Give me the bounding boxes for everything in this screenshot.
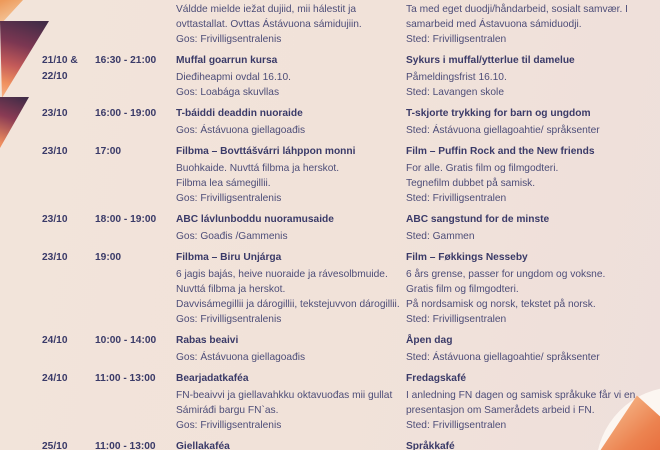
event-detail-line: Gos: Ástávuona giellagoađis — [176, 352, 306, 363]
event-detail-line: FN-beaivvi ja giellavahkku oktavuođas mii gullat — [176, 390, 393, 401]
event-detail-line: Tegnefilm dubbet på samisk. — [406, 178, 536, 189]
event-detail-line: ovttastallat. Ovttas Ástávuona sámidujiin. — [176, 19, 362, 30]
event-column-sami — [176, 106, 406, 138]
event-detail-line: Ta med eget duodji/håndarbeid, sosialt samvær. I — [406, 4, 628, 15]
event-details-sami — [176, 229, 406, 244]
event-detail-line: Nuvttá filbma ja herskot. — [176, 284, 286, 295]
schedule-row — [42, 439, 652, 450]
event-details-sami — [176, 388, 406, 433]
schedule-row — [42, 333, 652, 365]
event-detail-line: Gos: Frivilligsentralenis — [176, 34, 282, 45]
event-details-norsk — [406, 350, 652, 365]
event-title-sami: Giellakaféa — [176, 441, 230, 450]
event-column-sami — [176, 333, 406, 365]
event-column-norsk — [406, 333, 652, 365]
event-title-norsk: ABC sangstund for de minste — [406, 214, 550, 225]
event-time: 16:30 - 21:00 — [95, 55, 157, 66]
event-details-sami — [176, 267, 406, 327]
event-details-norsk — [406, 267, 652, 327]
event-detail-line: Gratis film og filmgodteri. — [406, 284, 519, 295]
event-title-norsk: Film – Puffin Rock and the New friends — [406, 146, 595, 157]
event-column-norsk — [406, 250, 652, 327]
event-detail-line: Sted: Gammen — [406, 231, 475, 242]
event-title-norsk: T-skjorte trykking for barn og ungdom — [406, 108, 591, 119]
event-time: 18:00 - 19:00 — [95, 214, 157, 225]
event-time: 17:00 — [95, 146, 122, 157]
event-column-norsk — [406, 106, 652, 138]
event-detail-line: Buohkaide. Nuvttá filbma ja herskot. — [176, 163, 340, 174]
event-detail-line: Gos: Frivilligsentralenis — [176, 193, 282, 204]
event-date: 23/10 — [42, 146, 68, 157]
event-column-norsk — [406, 144, 652, 206]
event-detail-line: Sted: Frivilligsentralen — [406, 420, 507, 431]
event-column-sami — [176, 371, 406, 433]
event-column-sami — [176, 439, 406, 450]
event-detail-line: Filbma lea sámegillii. — [176, 178, 271, 189]
schedule-row — [42, 212, 652, 244]
event-column-sami — [176, 144, 406, 206]
event-detail-line: Dieđiheapmi ovdal 16.10. — [176, 72, 291, 83]
schedule-row — [42, 2, 652, 47]
event-detail-line: Sted: Ástávuona giellagoahtie/ språksenter — [406, 352, 600, 363]
event-title-sami: Rabas beaivi — [176, 335, 239, 346]
event-detail-line: samarbeid med Ástavuona sámiduodji. — [406, 19, 582, 30]
schedule-row — [42, 250, 652, 327]
event-detail-line: Sted: Frivilligsentralen — [406, 34, 507, 45]
event-title-norsk: Åpen dag — [406, 335, 453, 346]
event-title-sami: Filbma – Bovttášvárri láhppon monni — [176, 146, 356, 157]
event-date: 21/10 & 22/10 — [42, 55, 78, 82]
event-date: 23/10 — [42, 252, 68, 263]
event-detail-line: I anledning FN dagen og samisk språkuke får vi en — [406, 390, 636, 401]
event-time: 10:00 - 14:00 — [95, 335, 157, 346]
event-details-norsk — [406, 229, 652, 244]
event-title-norsk: Film – Føkkings Nesseby — [406, 252, 528, 263]
event-date: 23/10 — [42, 214, 68, 225]
event-details-sami — [176, 2, 406, 47]
event-detail-line: Gos: Frivilligsentralenis — [176, 420, 282, 431]
event-detail-line: Gos: Goađis /Gammenis — [176, 231, 288, 242]
event-column-sami — [176, 250, 406, 327]
schedule-row — [42, 144, 652, 206]
event-detail-line: Påmeldingsfrist 16.10. — [406, 72, 507, 83]
event-title-sami: T-báiddi deaddin nuoraide — [176, 108, 303, 119]
event-date: 23/10 — [42, 108, 68, 119]
event-details-sami — [176, 161, 406, 206]
event-detail-line: Gos: Frivilligsentralenis — [176, 314, 282, 325]
schedule-row — [42, 53, 652, 100]
event-date — [42, 2, 95, 47]
event-title-norsk: Språkkafé — [406, 441, 455, 450]
event-details-norsk — [406, 161, 652, 206]
event-details-norsk — [406, 388, 652, 433]
event-detail-line: Sámiráđi bargu FN`as. — [176, 405, 279, 416]
event-details-sami — [176, 123, 406, 138]
event-title-sami: ABC lávlunboddu nuoramusaide — [176, 214, 334, 225]
event-time: 11:00 - 13:00 — [95, 441, 156, 450]
event-details-sami — [176, 350, 406, 365]
event-detail-line: Davvisámegillii ja dárogillii, tekstejuvvon dárogillii. — [176, 299, 400, 310]
event-date: 24/10 — [42, 373, 68, 384]
event-column-sami — [176, 53, 406, 100]
schedule-row — [42, 371, 652, 433]
event-time — [95, 2, 176, 47]
event-column-norsk — [406, 371, 652, 433]
event-title-sami: Bearjadatkaféa — [176, 373, 249, 384]
event-title-norsk: Fredagskafé — [406, 373, 467, 384]
event-detail-line: presentasjon om Samerådets arbeid i FN. — [406, 405, 595, 416]
event-detail-line: 6 jagis bajás, heive nuoraide ja rávesolbmuide. — [176, 269, 388, 280]
event-detail-line: 6 års grense, passer for ungdom og voksne. — [406, 269, 606, 280]
event-detail-line: Sted: Frivilligsentralen — [406, 193, 507, 204]
event-title-sami: Muffal goarrun kursa — [176, 55, 278, 66]
event-date: 24/10 — [42, 335, 68, 346]
event-details-sami — [176, 70, 406, 100]
event-details-norsk — [406, 70, 652, 100]
event-column-sami — [176, 2, 406, 47]
event-detail-line: Sted: Frivilligsentralen — [406, 314, 507, 325]
event-column-norsk — [406, 212, 652, 244]
schedule-row — [42, 106, 652, 138]
event-date: 25/10 — [42, 441, 68, 450]
event-column-norsk — [406, 2, 652, 47]
event-title-norsk: Sykurs i muffal/ytterlue til damelue — [406, 55, 575, 66]
event-column-sami — [176, 212, 406, 244]
event-detail-line: Sted: Ástávuona giellagoahtie/ språksenter — [406, 125, 600, 136]
event-detail-line: Gos: Loabága skuvllas — [176, 87, 280, 98]
event-column-norsk — [406, 53, 652, 100]
event-detail-line: Váldde mielde iežat dujiid, mii hálestit ja — [176, 4, 357, 15]
event-detail-line: Gos: Ástávuona giellagoađis — [176, 125, 306, 136]
event-details-norsk — [406, 2, 652, 47]
event-time: 19:00 — [95, 252, 122, 263]
event-title-sami: Filbma – Biru Unjárga — [176, 252, 282, 263]
event-time: 16:00 - 19:00 — [95, 108, 157, 119]
event-detail-line: På nordsamisk og norsk, tekstet på norsk. — [406, 299, 596, 310]
event-detail-line: Sted: Lavangen skole — [406, 87, 504, 98]
event-details-norsk — [406, 123, 652, 138]
schedule-table — [42, 2, 652, 450]
event-time: 11:00 - 13:00 — [95, 373, 156, 384]
event-detail-line: For alle. Gratis film og filmgodteri. — [406, 163, 559, 174]
event-column-norsk — [406, 439, 652, 450]
decor-left-triangle-small — [0, 97, 29, 148]
